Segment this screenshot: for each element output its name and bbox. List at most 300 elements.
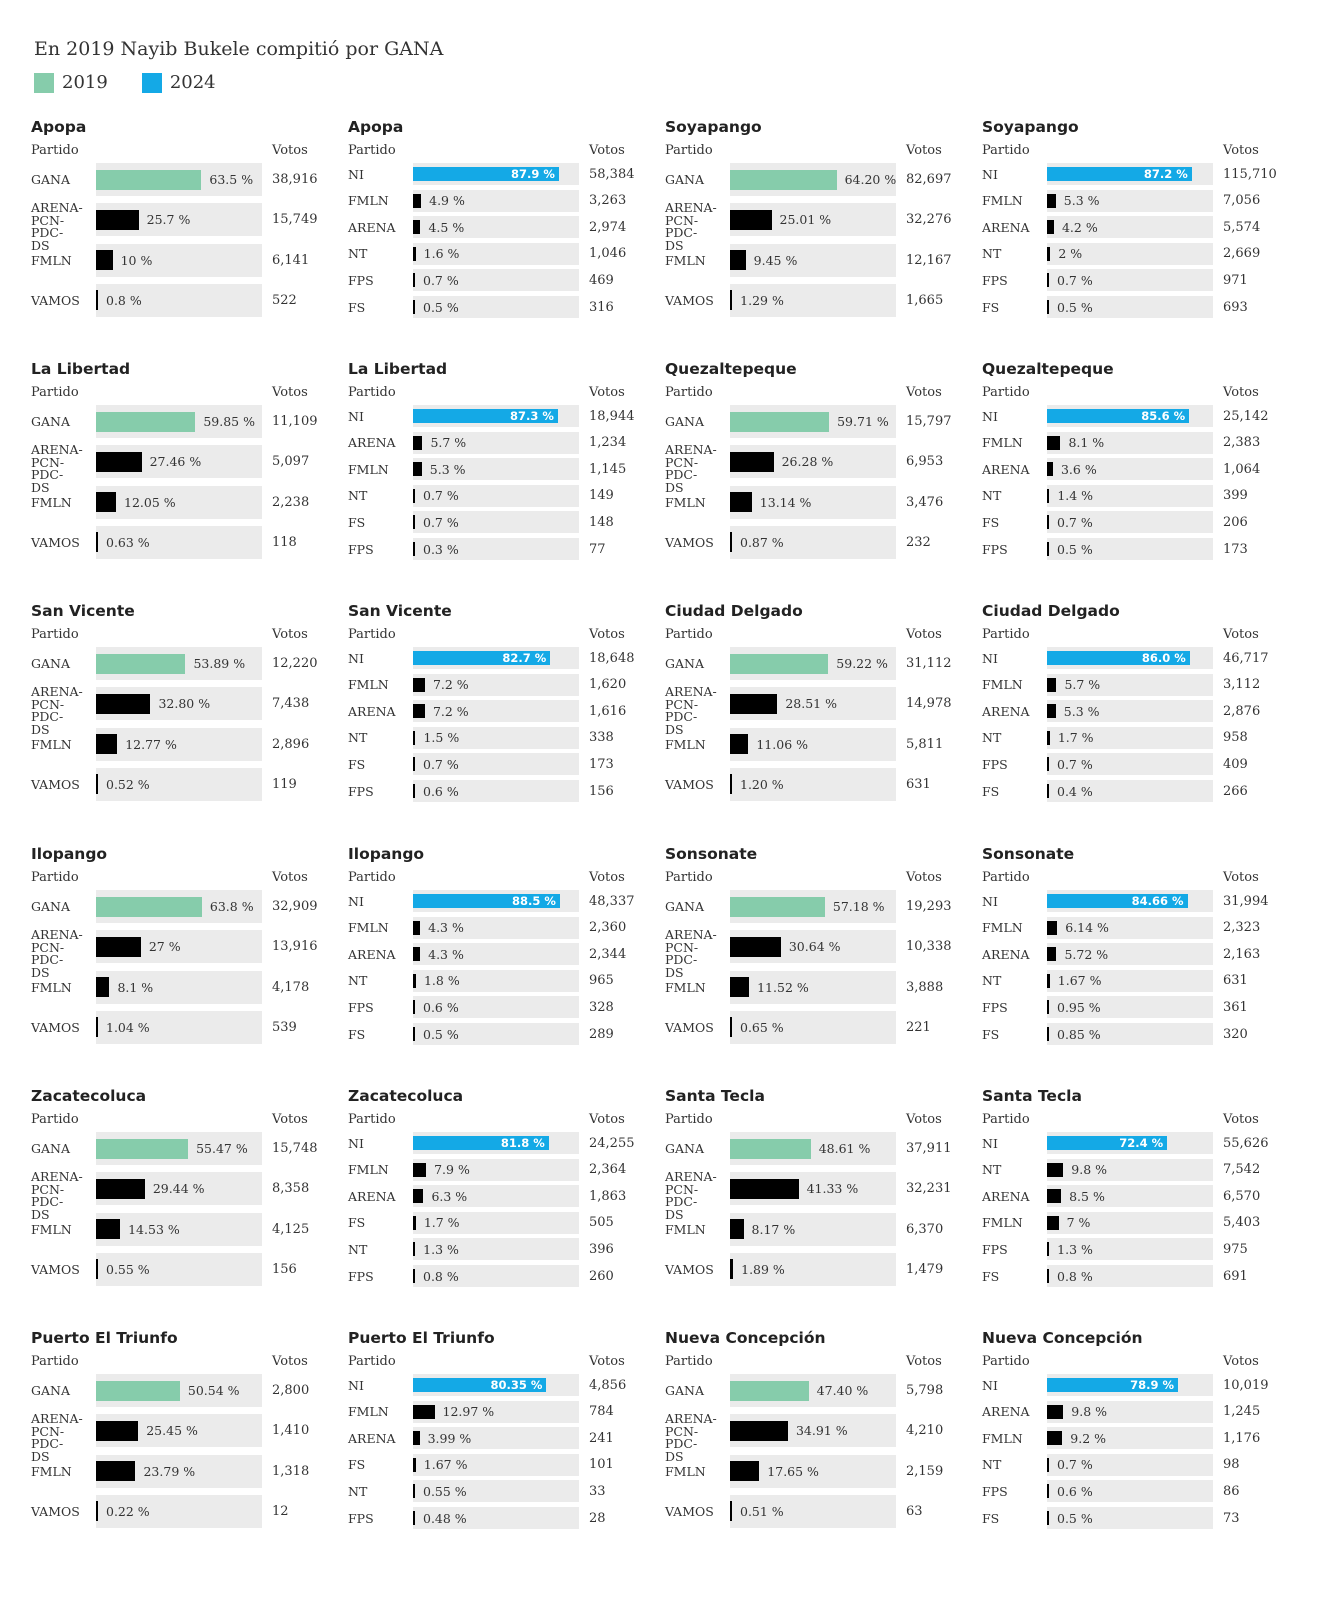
bar-value-label: 41.33 % <box>806 1181 859 1197</box>
bar-track <box>96 1495 262 1528</box>
bar-row-gana <box>31 647 331 680</box>
bar <box>730 1179 799 1199</box>
bar-value-label: 1.67 % <box>423 1457 468 1473</box>
party-label: FMLN <box>31 494 72 510</box>
votes-value: 156 <box>272 1261 297 1277</box>
bar-row-fmln <box>348 1159 648 1181</box>
party-label: FS <box>982 1510 1000 1526</box>
bar-track <box>730 1011 896 1044</box>
column-header-party: Partido <box>665 1112 713 1127</box>
bar-value-label: 0.8 % <box>106 292 142 308</box>
bar-value-label: 87.9 % <box>511 167 555 181</box>
bar-value-label: 0.7 % <box>1057 756 1093 772</box>
bar-track <box>413 1401 579 1423</box>
votes-value: 7,542 <box>1223 1162 1261 1178</box>
votes-value: 1,479 <box>906 1261 944 1277</box>
party-label: FS <box>348 514 366 530</box>
bar-row-fps <box>982 753 1282 775</box>
bar-value-label: 26.28 % <box>781 454 834 470</box>
bar-track <box>96 647 262 680</box>
votes-value: 32,909 <box>272 899 318 914</box>
bar-value-label: 0.5 % <box>1057 299 1093 315</box>
bar-value-label: 53.89 % <box>193 656 246 671</box>
votes-value: 5,811 <box>906 736 944 752</box>
bar <box>1047 1458 1049 1472</box>
bar <box>730 412 829 432</box>
party-label: NI <box>982 893 998 909</box>
bar-value-label: 25.7 % <box>146 212 191 228</box>
party-label: NT <box>348 730 368 746</box>
bar-track <box>730 647 896 680</box>
bar-track <box>413 458 579 480</box>
party-label: ARENA <box>348 1430 396 1446</box>
votes-value: 522 <box>272 292 297 308</box>
bar <box>413 1163 426 1177</box>
bar-track <box>1047 1480 1213 1502</box>
column-header-party: Partido <box>31 1112 79 1127</box>
votes-value: 2,364 <box>589 1162 627 1178</box>
bar-track <box>1047 996 1213 1018</box>
bar-track <box>413 780 579 802</box>
party-label: ARENA <box>982 703 1030 719</box>
bar-track <box>413 753 579 775</box>
panel-la-libertad-2019 <box>31 360 331 570</box>
votes-value: 221 <box>906 1019 931 1035</box>
party-label: FPS <box>348 1268 374 1284</box>
bar-row-vamos <box>665 284 965 317</box>
column-header-votes: Votos <box>1223 870 1259 885</box>
bar-track <box>730 728 896 761</box>
bar-track <box>1047 1185 1213 1207</box>
party-label: VAMOS <box>31 1261 80 1277</box>
bar-row-nt <box>348 485 648 507</box>
column-header-votes: Votos <box>272 627 308 642</box>
bar-track <box>730 930 896 963</box>
party-label: NI <box>348 893 364 909</box>
bar-track <box>730 526 896 559</box>
legend-item-2024 <box>142 72 216 93</box>
bar-row-fps <box>348 996 648 1018</box>
bar <box>96 774 98 794</box>
votes-value: 361 <box>1223 999 1248 1015</box>
bar-row-fs <box>348 296 648 318</box>
votes-value: 4,125 <box>272 1221 310 1237</box>
party-label: FMLN <box>665 494 706 510</box>
bar-track <box>413 1265 579 1287</box>
bar-track <box>730 971 896 1004</box>
bar-value-label: 1.6 % <box>423 246 460 262</box>
votes-value: 7,056 <box>1223 193 1261 209</box>
panel-san-vicente-2024 <box>348 602 648 812</box>
votes-value: 1,665 <box>906 292 944 308</box>
bar-row-ni <box>348 1132 648 1154</box>
bar-track <box>1047 1507 1213 1529</box>
bar-value-label: 1.89 % <box>741 1261 785 1277</box>
bar-value-label: 86.0 % <box>1141 651 1186 665</box>
bar-row-fmln <box>665 1455 965 1488</box>
bar <box>1047 515 1049 529</box>
column-header-party: Partido <box>665 627 713 642</box>
bar-track <box>413 1238 579 1260</box>
bar-track <box>96 1253 262 1286</box>
party-label: FS <box>982 1268 1000 1284</box>
bar-value-label: 0.7 % <box>1057 514 1093 530</box>
bar-value-label: 50.54 % <box>187 1383 240 1398</box>
votes-value: 118 <box>272 534 297 550</box>
votes-value: 971 <box>1223 272 1248 288</box>
votes-value: 173 <box>589 756 614 772</box>
bar-row-ni <box>982 1132 1282 1154</box>
bar-track <box>730 284 896 317</box>
votes-value: 316 <box>589 299 614 315</box>
page-title: En 2019 Nayib Bukele compitió por GANA <box>34 38 444 60</box>
votes-value: 2,669 <box>1223 246 1261 262</box>
legend <box>34 72 443 93</box>
bar-track <box>730 244 896 277</box>
bar <box>413 273 415 287</box>
bar-row-fmln <box>348 917 648 939</box>
votes-value: 260 <box>589 1268 614 1284</box>
party-label: NI <box>982 408 998 424</box>
panel-title: Santa Tecla <box>982 1087 1082 1105</box>
votes-value: 77 <box>589 541 606 557</box>
party-label: FS <box>348 299 366 315</box>
bar-track <box>1047 1265 1213 1287</box>
votes-value: 149 <box>589 488 614 504</box>
bar <box>413 731 415 745</box>
bar-track <box>730 890 896 923</box>
bar-value-label: 10 % <box>120 252 153 268</box>
bar-row-arena <box>348 700 648 722</box>
votes-value: 13,916 <box>272 939 318 955</box>
bar-value-label: 0.7 % <box>1057 272 1093 288</box>
bar-track <box>730 163 896 196</box>
panel-title: Ilopango <box>348 845 425 863</box>
bar-track <box>730 1213 896 1246</box>
panel-santa-tecla-2024 <box>982 1087 1282 1297</box>
votes-value: 1,410 <box>272 1423 310 1439</box>
bar-row-fmln <box>982 1212 1282 1234</box>
bar-value-label: 5.3 % <box>1063 193 1100 209</box>
bar-value-label: 12.05 % <box>124 494 176 510</box>
bar <box>413 462 422 476</box>
bar-row-fps <box>982 1480 1282 1502</box>
column-header-party: Partido <box>665 143 713 158</box>
bar-track <box>96 1455 262 1488</box>
bar-track <box>730 486 896 519</box>
panel-soyapango-2024 <box>982 118 1282 328</box>
votes-value: 2,159 <box>906 1463 944 1479</box>
bar-row-arena <box>348 1185 648 1207</box>
party-label: NI <box>982 1135 998 1151</box>
bar-track <box>1047 432 1213 454</box>
bar <box>1047 436 1060 450</box>
bar-row-arena-pcn-pdc-ds <box>665 1169 965 1222</box>
column-header-votes: Votos <box>589 1354 625 1369</box>
bar-row-arena <box>348 432 648 454</box>
party-label: FPS <box>982 1483 1008 1499</box>
bar-value-label: 0.6 % <box>423 783 459 799</box>
bar-row-fs <box>982 1265 1282 1287</box>
votes-value: 173 <box>1223 541 1248 557</box>
bar-row-nt <box>348 1238 648 1260</box>
party-label: FMLN <box>348 920 389 936</box>
panel-ilopango-2019 <box>31 845 331 1055</box>
column-header-party: Partido <box>982 627 1030 642</box>
bar-track <box>1047 1454 1213 1476</box>
party-label: ARENA <box>982 1404 1030 1420</box>
bar <box>730 937 781 957</box>
panel-title: Sonsonate <box>665 845 758 863</box>
bar-track <box>1047 727 1213 749</box>
party-label: FMLN <box>31 1463 72 1479</box>
party-label: NT <box>982 973 1002 989</box>
bar-track <box>96 1414 262 1447</box>
bar <box>730 694 777 714</box>
bar <box>96 492 116 512</box>
bar-value-label: 5.72 % <box>1064 946 1109 962</box>
bar <box>730 977 749 997</box>
bar <box>96 1017 98 1037</box>
panel-title: Soyapango <box>665 118 762 136</box>
bar <box>730 1017 732 1037</box>
party-label: VAMOS <box>665 292 714 308</box>
column-header-party: Partido <box>982 870 1030 885</box>
bar-value-label: 7.2 % <box>432 703 469 719</box>
bar-row-nt <box>982 1159 1282 1181</box>
votes-value: 11,109 <box>272 414 318 429</box>
party-label: VAMOS <box>31 776 80 792</box>
bar-value-label: 7 % <box>1066 1215 1091 1231</box>
bar-value-label: 0.3 % <box>423 541 459 557</box>
bar-track <box>1047 538 1213 560</box>
column-header-votes: Votos <box>906 385 942 400</box>
bar-row-vamos <box>31 526 331 559</box>
votes-value: 7,438 <box>272 696 310 712</box>
bar-track <box>1047 190 1213 212</box>
bar-value-label: 1.04 % <box>106 1019 150 1035</box>
bar-row-fmln <box>31 486 331 519</box>
bar-track <box>96 890 262 923</box>
bar-value-label: 0.51 % <box>740 1503 784 1519</box>
bar <box>1047 462 1053 476</box>
bar <box>1047 757 1049 771</box>
bar-row-fmln <box>348 458 648 480</box>
party-label: ARENA <box>348 1188 396 1204</box>
votes-value: 2,876 <box>1223 703 1261 719</box>
bar-track <box>730 687 896 720</box>
votes-value: 631 <box>1223 973 1248 989</box>
votes-value: 1,245 <box>1223 1404 1261 1420</box>
legend-item-2019 <box>34 72 108 93</box>
votes-value: 98 <box>1223 1457 1240 1473</box>
bar <box>96 1501 98 1521</box>
bar-track <box>730 1253 896 1286</box>
bar-value-label: 47.40 % <box>816 1383 869 1398</box>
bar-track <box>96 1132 262 1165</box>
party-label: NT <box>982 730 1002 746</box>
party-label: ARENA-​PCN-​PDC-DS <box>665 1169 717 1222</box>
votes-value: 6,570 <box>1223 1188 1261 1204</box>
votes-value: 18,944 <box>589 408 635 424</box>
bar-row-fmln <box>348 674 648 696</box>
votes-value: 975 <box>1223 1241 1248 1257</box>
bar-track <box>413 538 579 560</box>
party-label: NT <box>982 246 1002 262</box>
bar <box>1047 678 1056 692</box>
bar-value-label: 1.8 % <box>423 973 460 989</box>
bar-value-label: 0.4 % <box>1057 783 1093 799</box>
chart-header <box>34 38 443 93</box>
bar-track <box>730 1374 896 1407</box>
bar <box>96 290 98 310</box>
bar-row-fmln <box>982 1427 1282 1449</box>
party-label: NI <box>982 1377 998 1393</box>
party-label: ARENA <box>348 435 396 451</box>
party-label: NI <box>982 166 998 182</box>
bar-track <box>730 1132 896 1165</box>
votes-value: 2,323 <box>1223 920 1261 936</box>
bar-value-label: 32.80 % <box>158 696 211 712</box>
bar-track <box>413 1159 579 1181</box>
panel-title: Zacatecoluca <box>348 1087 464 1105</box>
bar-track <box>1047 1023 1213 1045</box>
bar <box>730 1259 733 1279</box>
panel-quezaltepeque-2024 <box>982 360 1282 570</box>
bar-row-fmln <box>982 190 1282 212</box>
bar-row-vamos <box>665 768 965 801</box>
bar-value-label: 0.87 % <box>740 534 784 550</box>
bar-value-label: 6.14 % <box>1065 920 1109 936</box>
panel-la-libertad-2024 <box>348 360 648 570</box>
panel-nueva-concepcion-2024 <box>982 1329 1282 1539</box>
bar-track <box>1047 1159 1213 1181</box>
bar-track <box>96 163 262 196</box>
bar-row-arena <box>348 1427 648 1449</box>
votes-value: 25,142 <box>1223 408 1269 424</box>
bar-row-ni <box>348 163 648 185</box>
column-header-votes: Votos <box>906 870 942 885</box>
panel-title: Soyapango <box>982 118 1079 136</box>
bar <box>413 757 415 771</box>
bar <box>1047 1269 1049 1283</box>
column-header-party: Partido <box>982 1354 1030 1369</box>
bar <box>730 1219 744 1239</box>
bar-track <box>96 445 262 478</box>
bar-value-label: 4.2 % <box>1061 219 1098 235</box>
bar-track <box>1047 1238 1213 1260</box>
party-label: FMLN <box>31 1221 72 1237</box>
votes-value: 156 <box>589 783 614 799</box>
panel-title: La Libertad <box>348 360 448 378</box>
bar-track <box>730 1172 896 1205</box>
bar <box>1047 1189 1061 1203</box>
bar-value-label: 63.8 % <box>209 899 254 914</box>
bar-row-fmln <box>665 1213 965 1246</box>
bar-value-label: 1.7 % <box>1057 730 1094 746</box>
bar-row-gana <box>665 1132 965 1165</box>
party-label: FMLN <box>665 252 706 268</box>
bar-value-label: 34.91 % <box>795 1423 848 1439</box>
votes-value: 469 <box>589 272 614 288</box>
party-label: ARENA-​PCN-​PDC-DS <box>665 684 717 737</box>
bar-row-arena <box>348 943 648 965</box>
bar <box>1047 704 1056 718</box>
party-label: FS <box>982 299 1000 315</box>
bar-track <box>413 432 579 454</box>
bar-track <box>1047 163 1213 185</box>
bar-row-ni <box>348 647 648 669</box>
bar-row-arena-pcn-pdc-ds <box>665 1411 965 1464</box>
bar-value-label: 7.9 % <box>434 1162 470 1178</box>
column-header-party: Partido <box>348 870 396 885</box>
bar <box>730 452 774 472</box>
bar-row-arena <box>982 1401 1282 1423</box>
votes-value: 1,234 <box>589 435 627 451</box>
panel-ciudad-delgado-2024 <box>982 602 1282 812</box>
bar-track <box>1047 753 1213 775</box>
bar-value-label: 0.55 % <box>106 1261 150 1277</box>
bar <box>96 210 139 230</box>
bar-value-label: 0.6 % <box>1057 1483 1093 1499</box>
bar-row-arena-pcn-pdc-ds <box>665 200 965 253</box>
bar <box>730 290 732 310</box>
bar-row-fmln <box>665 971 965 1004</box>
bar-track <box>413 996 579 1018</box>
bar-row-ni <box>982 647 1282 669</box>
bar-track <box>96 203 262 236</box>
panel-title: Ciudad Delgado <box>982 602 1120 620</box>
votes-value: 31,112 <box>906 656 952 671</box>
bar-row-ni <box>348 890 648 912</box>
bar-row-arena-pcn-pdc-ds <box>31 1411 331 1464</box>
party-label: GANA <box>665 414 704 429</box>
bar-value-label: 4.9 % <box>429 193 465 209</box>
bar-row-fmln <box>982 674 1282 696</box>
bar-row-arena <box>982 216 1282 238</box>
votes-value: 3,263 <box>589 193 627 209</box>
bar-track <box>96 526 262 559</box>
bar-track <box>413 700 579 722</box>
votes-value: 82,697 <box>906 172 952 187</box>
bar-value-label: 0.8 % <box>1057 1268 1093 1284</box>
bar-row-ni <box>982 890 1282 912</box>
votes-value: 4,856 <box>589 1377 627 1393</box>
bar-row-fs <box>348 511 648 533</box>
column-header-party: Partido <box>31 870 79 885</box>
party-label: FMLN <box>982 435 1023 451</box>
votes-value: 396 <box>589 1241 614 1257</box>
bar <box>1047 784 1049 798</box>
votes-value: 289 <box>589 1026 614 1042</box>
bar-track <box>1047 970 1213 992</box>
bar-value-label: 0.55 % <box>423 1483 467 1499</box>
column-header-votes: Votos <box>906 1354 942 1369</box>
column-header-party: Partido <box>665 870 713 885</box>
party-label: VAMOS <box>31 534 80 550</box>
bar-track <box>96 1213 262 1246</box>
votes-value: 24,255 <box>589 1135 635 1151</box>
party-label: ARENA-​PCN-​PDC-DS <box>665 1411 717 1464</box>
bar-value-label: 9.8 % <box>1071 1404 1107 1420</box>
bar-row-fps <box>982 1238 1282 1260</box>
bar <box>96 897 202 917</box>
bar <box>730 1381 809 1401</box>
party-label: GANA <box>665 899 704 914</box>
bar-row-fps <box>348 780 648 802</box>
bar-value-label: 0.7 % <box>1057 1457 1093 1473</box>
panel-title: San Vicente <box>31 602 135 620</box>
